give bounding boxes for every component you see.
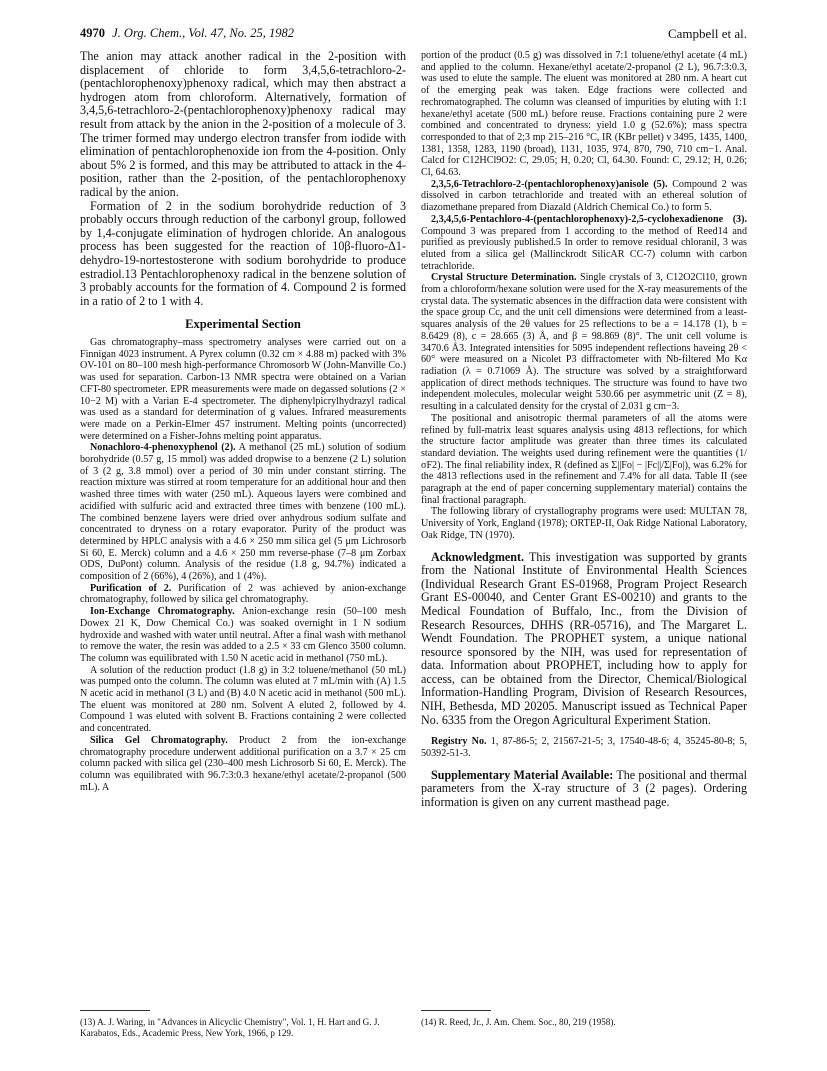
- registry-title: Registry No.: [431, 736, 487, 748]
- paragraph-body: Product 2 from the ion-exchange chromatography procedure underwent additional purification on a 3.7 × 25 cm column packed with silica gel (230–400 mesh Lichrosorb Si 60, E. Merck). The column was equilibrated with 96.7:3:0.3 hexane/ethyl acetate/2-propanol (500 mL). A: [80, 734, 406, 793]
- dienone-paragraph: [421, 214, 747, 273]
- paragraph-body: Anion-exchange resin (50–100 mesh Dowex 21 K, Dow Chemical Co.) was soaked overnight in 1 N sodium hydroxide and washed with water until neutral. After a final wash with methanol to remove the water, the resin was added to a 2.5 × 33 cm Glenco 3500 column. The column was equilibrated with 1.50 N acetic acid in methanol (750 mL).: [80, 606, 407, 664]
- running-header-left: [80, 26, 294, 41]
- subsection-title: Purification of 2.: [90, 582, 172, 594]
- subsection-title: 2,3,5,6-Tetrachloro-2-(pentachlorophenoxy)anisole (5).: [431, 178, 668, 190]
- refinement-paragraph: The positional and anisotropic thermal parameters of all the atoms were refined by full-matrix least squares analysis using 4813 reflections, for which the structure factor amplitude was greater than three times its calculated standard deviation. The weights used during refinement were the quantities (1/σF2). The final reliability index, R (defined as Σ||Fo| − |Fc||/Σ|Fo|), was 6.2% for the 4813 reflections used in the refinement and 7.4% for all data. Table II (see paragraph at the end of paper concerning supplementary material) contains the final fractional paragraph.: [421, 412, 747, 506]
- journal-citation: J. Org. Chem., Vol. 47, No. 25, 1982: [112, 26, 294, 40]
- discussion-paragraph-2: Formation of 2 in the sodium borohydride reduction of 3 probably occurs through reduction of the carbonyl group, followed by 1,4-conjugate elimination of hydrogen chloride. An analogous process has been suggested for the reaction of 10β-fluoro-Δ1-dehydro-19-nortestosterone with sodium borohydride to produce estradiol.13 Pentachlorophenoxy radical in the benzene solution of 3 probably accounts for the formation of 4. Compound 2 is formed in a ratio of 2 to 1 with 4.: [80, 198, 406, 308]
- running-header-authors: Campbell et al.: [667, 26, 747, 41]
- paragraph-body: Single crystals of 3, C12O2Cl10, grown from a chloroform/hexane solution were used for the X-ray measurements of the crystal data. The systematic absences in the diffraction data were consistent with the space group Cc, and the unit cell dimensions were determined from a least-squares analysis of the 2θ values for 25 reflections to be a = 14.178 (1), b = 8.6429 (8), c = 28.665 (3) Å, and β = 98.869 (8)°. The unit cell volume is 3470.6 Å3. Integrated intensities for 5095 independent reflections haveing 2θ < 60° were measured on a Nicolet P3 diffractometer with Nb-filtered Mo Kα radiation (λ = 0.71069 Å). The structure was solved by a straightforward application of direct methods techniques. The structure was found to have two independent molecules, molecular weight 530.66 per asymmetric unit (Z = 8), resulting in a calculated density for the crystal of 2.031 g cm−3.: [421, 272, 747, 413]
- footnote-rule-right: [421, 1010, 491, 1011]
- paragraph-body: Purification of 2 was achieved by anion-exchange chromatography, followed by silica gel chromatography.: [80, 582, 407, 606]
- purification-paragraph: [80, 583, 406, 606]
- paragraph-body: A methanol (25 mL) solution of sodium borohydride (0.57 g, 15 mmol) was added dropwise to a benzene (2 L) solution of 3 (2 g, 3.8 mmol) over a period of 30 min under constant stirring. The reaction mixture was stirred at room temperature for an additional hour and then washed three times with water (250 mL). Aqueous layers were combined and acidified with sulfuric acid and extracted three times with benzene (100 mL). The combined benzene layers were dried over anhydrous sodium sulfate and concentrated to dryness on a rotary evaporator. Purity of the product was determined by HPLC analysis with a 4.6 × 250 mm silica gel (5 μm Lichrosorb Si 60, E. Merck) column and a 4.6 × 250 mm reverse-phase (7–8 μm Zorbax ODS, DuPont) column. Analysis of the residue (1.8 g, 94.7%) indicated a composition of 2 (66%), 4 (26%), and 1 (4%).: [80, 442, 407, 583]
- right-column: [421, 50, 747, 809]
- silica-gel-paragraph: [80, 735, 406, 794]
- subsection-title: 2,3,4,5,6-Pentachloro-4-(pentachlorophenoxy)-2,5-cyclohexadienone (3).: [431, 213, 747, 225]
- continuation-paragraph: portion of the product (0.5 g) was dissolved in 7:1 toluene/ethyl acetate (4 mL) and applied to the column. Hexane/ethyl acetate/2-propanol (2 L), 96.7:3:0.3, was used to elute the sample. The eluent was monitored at 280 nm. A heart cut of the emerging peak was taken. Edge fractions were collected and rechromatographed. The column was cleansed of impurities by eluting with 1:1 hexane/ethyl acetate (500 mL) before reuse. Fractions containing pure 2 were combined and concentrated to dryness: yield 1.0 g (52.6%); mass spectra corresponded to that of 2;3 mp 215–216 °C, IR (KBr pellet) ν 3495, 1435, 1400, 1381, 1358, 1283, 1190 (broad), 1131, 1035, 974, 870, 790, 710 cm−1. Anal. Calcd for C12HCl9O2: C, 29.05; H, 0.20; Cl, 64.30. Found: C, 29.12; H, 0.26; Cl, 64.63.: [421, 50, 747, 179]
- supplementary-paragraph: [421, 769, 747, 810]
- anisole-paragraph: [421, 179, 747, 214]
- supplementary-title: Supplementary Material Available:: [431, 767, 614, 782]
- subsection-title: Silica Gel Chromatography.: [90, 734, 228, 746]
- subsection-title: Crystal Structure Determination.: [431, 272, 577, 284]
- registry-paragraph: [421, 736, 747, 759]
- experimental-paragraph-1: Gas chromatography–mass spectrometry analyses were carried out on a Finnigan 4023 instrument. A Pyrex column (0.32 cm × 4.88 m) packed with 3% OV-101 on 80–100 mesh high-performance Chromosorb W (John-Manville Co.) was used for separation. Carbon-13 NMR spectra were obtained on a Varian CFT-80 spectrometer. EPR measurements were made on degassed solutions (2 × 10−2 M) with a Varian E-4 spectrometer. The diphenylpicrylhydrazyl radical was used as a standard for determination of g values. Infrared measurements were made on a Perkin-Elmer 457 instrument. Melting points (uncorrected) were determined on a Fisher-Johns melting point apparatus.: [80, 336, 406, 442]
- crystal-paragraph: [421, 272, 747, 412]
- acknowledgment-paragraph: [421, 551, 747, 728]
- paragraph-body: 1, 87-86-5; 2, 21567-21-5; 3, 17540-48-6; 4, 35245-80-8; 5, 50392-51-3.: [421, 736, 748, 759]
- section-title: Experimental Section: [185, 317, 301, 332]
- solution-paragraph: A solution of the reduction product (1.8 g) in 3:2 toluene/methanol (50 mL) was pumped onto the column. The column was eluted at 7 mL/min with (A) 1.5 N acetic acid in methanol (3 L) and (B) 4.0 N acetic acid in methanol (500 mL). The eluent was monitored at 280 nm. Solvent A eluted 2, followed by 4. Compound 1 was eluted with solvent B. Fractions containing 2 were collected and concentrated.: [80, 664, 406, 735]
- footnote-13: (13) A. J. Waring, in "Advances in Alicyclic Chemistry", Vol. 1, H. Hart and G. J. Karabatos, Eds., Academic Press, New York, 1966, p 129.: [80, 1017, 380, 1038]
- ion-exchange-paragraph: [80, 606, 406, 665]
- paragraph-body: Compound 2 was dissolved in carbon tetrachloride and treated with an ethereal solution of diazomethane prepared from Diazald (Aldrich Chemical Co.) to form 5.: [421, 178, 748, 214]
- acknowledgment-title: Acknowledgment.: [431, 549, 525, 564]
- left-column: [80, 50, 406, 793]
- footnote-14: (14) R. Reed, Jr., J. Am. Chem. Soc., 80, 219 (1958).: [421, 1017, 616, 1027]
- discussion-paragraph-1: The anion may attack another radical in the 2-position with displacement of chloride to form 3,4,5,6-tetrachloro-2-(pentachlorophenoxy)phenoxy radical, which may then abstract a hydrogen atom from chloroform. Alternatively, formation of 3,4,5,6-tetrachloro-2-(pentachlorophenoxy)phenoxy radical may result from attack by the anion in the 2-position of a molecule of 3. The trimer formed may undergo electron transfer from iodide with elimination of pentachlorophenoxide ion from the 4-position. Only about 5% 2 is formed, and this may be attributed to attack in the 4-position, rather than the 2-position, of the pentachlorophenoxy radical by the anion.: [80, 49, 406, 199]
- paragraph-body: The positional and thermal parameters from the X-ray structure of 3 (2 pages). Ordering information is given on any current masthead page.: [421, 767, 747, 809]
- paragraph-body: This investigation was supported by grants from the National Institute of Environmental Health Sciences (Individual Research Grant ES-01968, Program Project Research Grant ES-00040, and Center Grant ES-00210) and grants to the Medical Foundation of Buffalo, Inc., from the Division of Research Resources, DHHS (RR-05716), and The Margaret L. Wendt Foundation. The PROPHET system, a unique national resource sponsored by the NIH, was used for representation of data. Information about PROPHET, including how to apply for access, can be obtained from the Director, Chemical/Biological Information-Handling Program, Division of Research Resources, NIH, Bethesda, MD 20205. Manuscript issued as Technical Paper No. 6335 from the Oregon Agricultural Experiment Station.: [421, 549, 747, 727]
- programs-paragraph: The following library of crystallography programs were used: MULTAN 78, University of York, England (1978); ORTEP-II, Oak Ridge National Laboratory, Oak Ridge, TN (1970).: [421, 506, 747, 541]
- paragraph-body: Compound 3 was prepared from 1 according to the method of Reed14 and purified as previously published.5 In order to remove residual chloranil, 3 was eluted from a silica gel (Mallinckrodt SilicAR CC-7) column with carbon tetrachloride.: [421, 225, 747, 272]
- nonachloro-paragraph: [80, 442, 406, 582]
- footnote-rule-left: [80, 1010, 150, 1011]
- subsection-title: Ion-Exchange Chromatography.: [90, 606, 235, 618]
- subsection-title: Nonachloro-4-phenoxyphenol (2).: [90, 442, 236, 454]
- page-number: 4970: [80, 26, 105, 40]
